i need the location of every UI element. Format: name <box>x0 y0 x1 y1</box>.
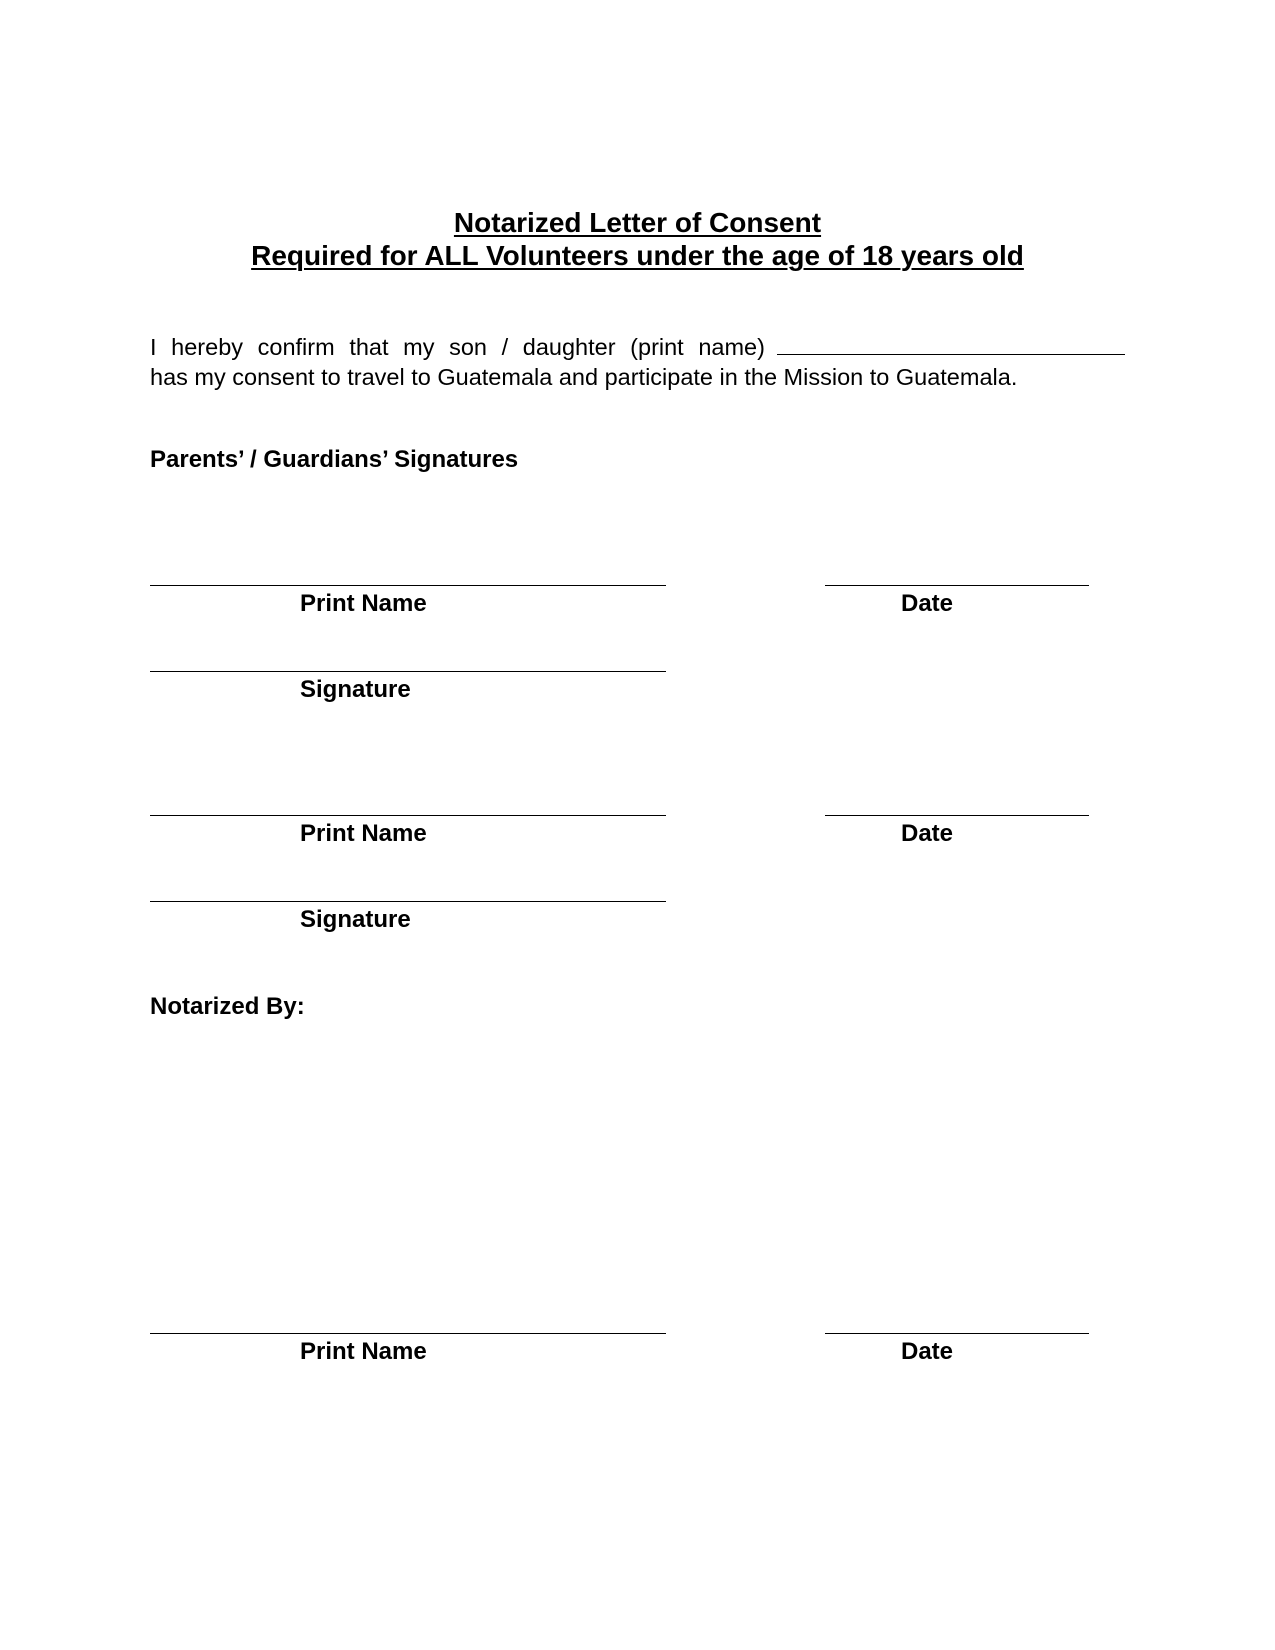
print-name-label-2: Print Name <box>300 820 427 847</box>
signature-label-1: Signature <box>300 676 411 703</box>
notarized-by-label: Notarized By: <box>150 993 305 1020</box>
document-title: Notarized Letter of Consent <box>453 207 822 238</box>
notary-print-name-line[interactable] <box>150 1333 666 1334</box>
child-name-field[interactable] <box>777 332 1125 355</box>
signatures-heading: Parents’ / Guardians’ Signatures <box>150 446 519 473</box>
notary-date-label: Date <box>901 1338 954 1365</box>
date-line-2[interactable] <box>825 815 1089 816</box>
consent-line-1: I hereby confirm that my son / daughter (print name) <box>150 334 765 360</box>
print-name-label-1: Print Name <box>300 590 427 617</box>
date-label-1: Date <box>901 590 954 617</box>
date-label-2: Date <box>901 820 954 847</box>
consent-paragraph <box>150 332 1125 392</box>
date-line-1[interactable] <box>825 585 1089 586</box>
print-name-line-2[interactable] <box>150 815 666 816</box>
document-subtitle: Required for ALL Volunteers under the age of 18 years old <box>251 240 1024 271</box>
notary-date-line[interactable] <box>825 1333 1089 1334</box>
notary-print-name-label: Print Name <box>300 1338 427 1365</box>
signature-label-2: Signature <box>300 906 411 933</box>
signature-line-2[interactable] <box>150 901 666 902</box>
print-name-line-1[interactable] <box>150 585 666 586</box>
consent-line-2: has my consent to travel to Guatemala and participate in the Mission to Guatemala. <box>150 364 1018 390</box>
signature-line-1[interactable] <box>150 671 666 672</box>
